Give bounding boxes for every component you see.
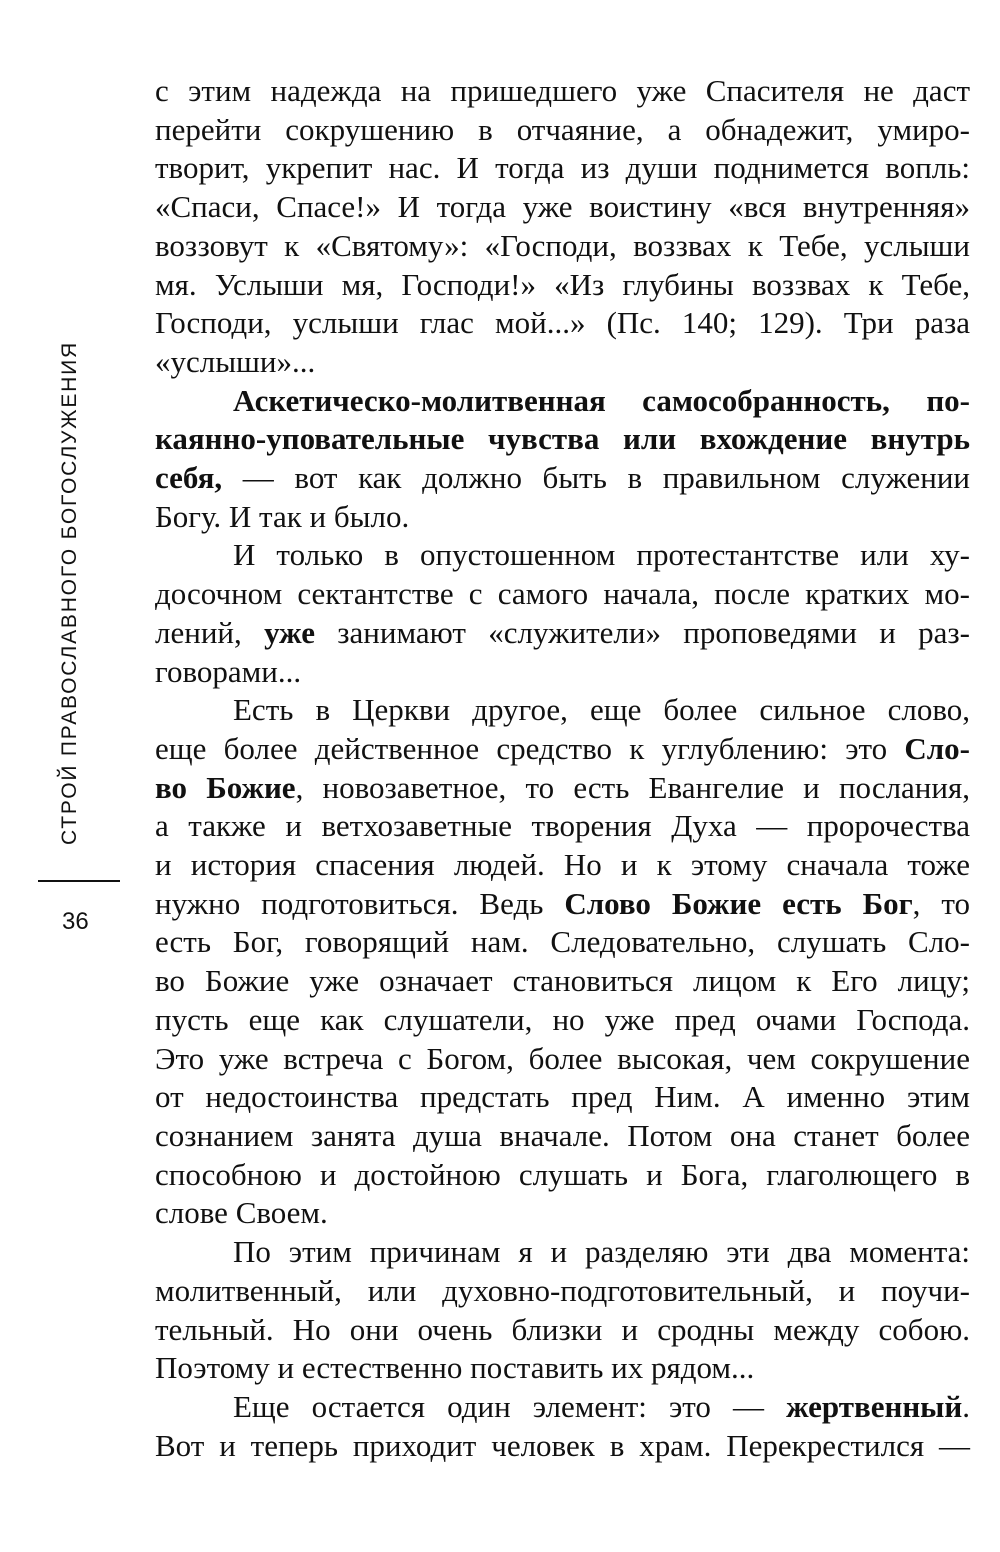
text-run: Это уже встреча с Богом, более высокая, чем сокрушение — [155, 1040, 970, 1076]
text-run: Вот и теперь приходит человек в храм. Перекрестился — — [155, 1427, 970, 1463]
text-line — [155, 1427, 970, 1466]
text-line — [155, 1040, 970, 1079]
text-line — [155, 227, 970, 266]
text-line — [155, 769, 970, 808]
text-run: тельный. Но они очень близки и сродны между собою. — [155, 1311, 970, 1347]
text-run: . — [962, 1388, 970, 1424]
text-run: еще более действенное средство к углублению: это — [155, 730, 905, 766]
body-text — [155, 72, 970, 1465]
bold-text: себя, — [155, 460, 223, 496]
text-line — [155, 266, 970, 305]
text-line — [155, 498, 970, 537]
text-line — [155, 575, 970, 614]
text-run: перейти сокрушению в отчаяние, а обнадежит, умиро- — [155, 111, 970, 147]
text-run: мя. Услыши мя, Господи!» «Из глубины воззвах к Тебе, — [155, 266, 970, 302]
text-run: нужно подготовиться. Ведь — [155, 885, 565, 921]
text-run: «Спаси, Спасе!» И тогда уже воистину «вся внутренняя» — [155, 189, 970, 225]
text-line — [155, 1078, 970, 1117]
bold-text: Аскетическо-молитвенная самособранность, по- — [233, 382, 970, 418]
text-run: есть Бог, говорящий нам. Следовательно, слушать Сло- — [155, 924, 970, 960]
text-line — [155, 1117, 970, 1156]
text-line — [155, 885, 970, 924]
text-run: Поэтому и естественно поставить их рядом... — [155, 1350, 755, 1386]
text-run: и история спасения людей. Но и к этому сначала тоже — [155, 847, 970, 883]
running-head-divider — [38, 880, 120, 882]
text-line — [155, 1194, 970, 1233]
text-run: Господи, услыши глас мой...» (Пс. 140; 129). Три раза — [155, 305, 970, 341]
bold-text: Сло- — [904, 730, 970, 766]
text-line — [155, 614, 970, 653]
text-line — [155, 304, 970, 343]
text-run: а также и ветхозаветные творения Духа — пророчества — [155, 808, 970, 844]
text-run: И только в опустошенном протестантстве или ху- — [233, 537, 970, 573]
text-line — [155, 846, 970, 885]
text-run: сознанием занята душа вначале. Потом она станет более — [155, 1117, 970, 1153]
text-line — [155, 691, 970, 730]
text-run: Богу. И так и было. — [155, 498, 410, 534]
text-run: Есть в Церкви другое, еще более сильное слово, — [233, 692, 970, 728]
text-run: , то — [912, 885, 971, 921]
text-line — [155, 653, 970, 692]
text-line — [155, 188, 970, 227]
text-run: лений, — [155, 614, 265, 650]
text-run: слове Своем. — [155, 1195, 328, 1231]
text-run: молитвенный, или духовно-подготовительный, и поучи- — [155, 1272, 970, 1308]
text-run: способною и достойною слушать и Бога, глаголющего в — [155, 1156, 970, 1192]
text-run: творит, укрепит нас. И тогда из души поднимется вопль: — [155, 150, 970, 186]
text-run: досочном сектантстве с самого начала, после кратких мо- — [155, 576, 970, 612]
page-number: 36 — [62, 908, 89, 935]
bold-text: Слово Божие есть Бог — [564, 885, 913, 921]
text-line — [155, 536, 970, 575]
text-run: говорами... — [155, 653, 302, 689]
text-line — [155, 382, 970, 421]
text-line — [155, 1272, 970, 1311]
text-line — [155, 1388, 970, 1427]
text-line — [155, 149, 970, 188]
text-line — [155, 343, 970, 382]
text-run: , новозаветное, то есть Евангелие и послания, — [295, 769, 971, 805]
text-line — [155, 962, 970, 1001]
text-line — [155, 923, 970, 962]
text-run: — вот как должно быть в правильном служении — [222, 460, 970, 496]
text-line — [155, 730, 970, 769]
text-run: По этим причинам я и разделяю эти два момента: — [233, 1234, 970, 1270]
text-run: от недостоинства предстать пред Ним. А именно этим — [155, 1079, 970, 1115]
text-line — [155, 111, 970, 150]
bold-text: каянно-уповательные чувства или вхождение внутрь — [155, 421, 970, 457]
text-run: во Божие уже означает становиться лицом к Его лицу; — [155, 963, 970, 999]
text-line — [155, 1349, 970, 1388]
running-head: СТРОЙ ПРАВОСЛАВНОГО БОГОСЛУЖЕНИЯ — [58, 341, 81, 845]
text-line — [155, 1311, 970, 1350]
bold-text: жертвенный — [786, 1388, 963, 1424]
text-line — [155, 807, 970, 846]
text-run: занимают «служители» проповедями и раз- — [314, 614, 971, 650]
bold-text: уже — [264, 614, 315, 650]
text-run: Еще остается один элемент: это — — [233, 1388, 787, 1424]
bold-text: во Божие — [155, 769, 296, 805]
text-run: «услыши»... — [155, 343, 316, 379]
text-line — [155, 459, 970, 498]
text-run: воззовут к «Святому»: «Господи, воззвах к Тебе, услыши — [155, 227, 970, 263]
text-line — [155, 420, 970, 459]
text-run: с этим надежда на пришедшего уже Спасителя не даст — [155, 73, 970, 108]
text-line — [155, 1001, 970, 1040]
text-line — [155, 1156, 970, 1195]
text-line — [155, 72, 970, 111]
text-line — [155, 1233, 970, 1272]
text-run: пусть еще как слушатели, но уже пред очами Господа. — [155, 1001, 970, 1037]
